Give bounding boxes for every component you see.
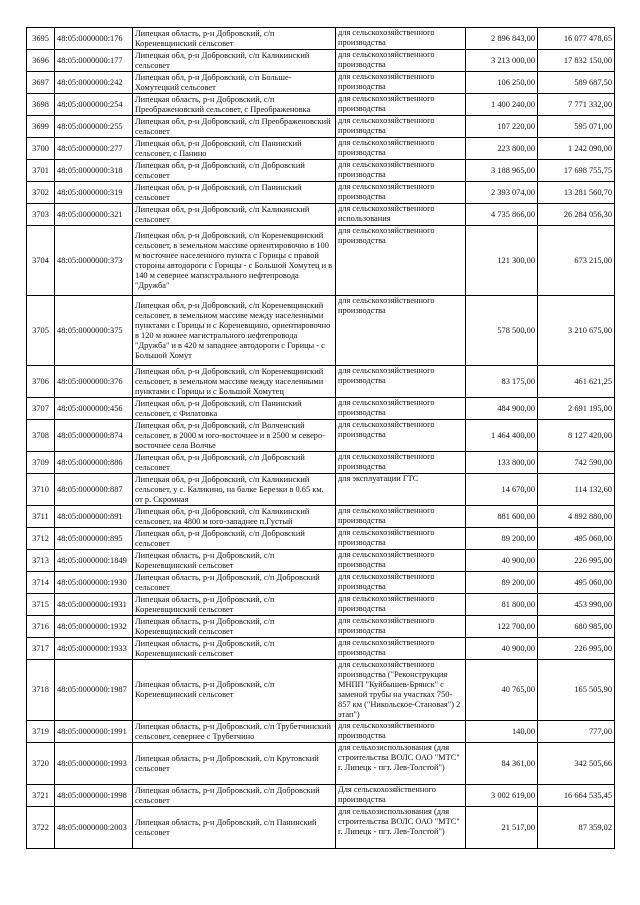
permitted-use: для сельскохозяйственного производства: [336, 420, 466, 452]
cadastral-value: 17 698 755,75: [538, 160, 615, 182]
cadastral-value: 1 242 090,00: [538, 138, 615, 160]
permitted-use: для сельскохозяйственного производства: [336, 721, 466, 743]
table-row: [27, 638, 615, 660]
permitted-use: для сельскохозяйственного производства: [336, 594, 466, 616]
table-row: [27, 28, 615, 50]
table-row: [27, 785, 615, 807]
cadastral-number: 48:05:0000000:321: [55, 204, 133, 226]
cadastral-number: 48:05:0000000:874: [55, 420, 133, 452]
area: 140,00: [466, 721, 538, 743]
cadastral-value: 2 691 195,00: [538, 398, 615, 420]
cadastral-value: 495 060,00: [538, 528, 615, 550]
row-number: 3722: [27, 807, 55, 849]
land-plots-table: [26, 27, 615, 849]
cadastral-number: 48:05:0000000:373: [55, 226, 133, 296]
area: 223 800,00: [466, 138, 538, 160]
area: 4 735 866,00: [466, 204, 538, 226]
cadastral-number: 48:05:0000000:255: [55, 116, 133, 138]
row-number: 3701: [27, 160, 55, 182]
area: 83 175,00: [466, 366, 538, 398]
cadastral-number: 48:05:0000000:1993: [55, 743, 133, 785]
cadastral-value: 226 995,00: [538, 638, 615, 660]
cadastral-number: 48:05:0000000:1849: [55, 550, 133, 572]
cadastral-value: 3 210 675,00: [538, 296, 615, 366]
table-row: [27, 550, 615, 572]
area: 578 500,00: [466, 296, 538, 366]
cadastral-value: 4 892 880,00: [538, 506, 615, 528]
cadastral-value: 16 077 478,65: [538, 28, 615, 50]
permitted-use: для сельскохозяйственного производства: [336, 506, 466, 528]
address: Липецкая обл, р-н Добровский, с/п Добровский сельсовет: [133, 160, 336, 182]
row-number: 3715: [27, 594, 55, 616]
cadastral-value: 742 590,00: [538, 452, 615, 474]
area: 84 361,00: [466, 743, 538, 785]
row-number: 3697: [27, 72, 55, 94]
table-row: [27, 528, 615, 550]
cadastral-value: 673 215,00: [538, 226, 615, 296]
permitted-use: для сельскохозяйственного производства: [336, 116, 466, 138]
table-row: [27, 182, 615, 204]
address: Липецкая обл, р-н Добровский, с/п Волченский сельсовет, в 2000 м юго-восточнее и в 2500 м северо-восточнее села Волчье: [133, 420, 336, 452]
row-number: 3720: [27, 743, 55, 785]
row-number: 3713: [27, 550, 55, 572]
address: Липецкая область, р-н Добровский, с/п Кореневщинский сельсовет: [133, 616, 336, 638]
cadastral-number: 48:05:0000000:1998: [55, 785, 133, 807]
area: 2 393 074,00: [466, 182, 538, 204]
permitted-use: для сельскохозяйственного производства: [336, 638, 466, 660]
address: Липецкая область, р-н Добровский, с/п Преображеновский сельсовет, с Преображеновка: [133, 94, 336, 116]
address: Липецкая обл, р-н Добровский, с/п Преображеновский сельсовет: [133, 116, 336, 138]
permitted-use: для сельскохозяйственного производства: [336, 226, 466, 296]
address: Липецкая область, р-н Добровский, с/п Кореневщинский сельсовет: [133, 660, 336, 721]
row-number: 3719: [27, 721, 55, 743]
permitted-use: для сельхозиспользования (для строительства ВОЛС ОАО "МТС" г. Липецк - пгт. Лев-Толстой"): [336, 743, 466, 785]
cadastral-value: 595 071,00: [538, 116, 615, 138]
table-row: [27, 743, 615, 785]
cadastral-value: 8 127 420,00: [538, 420, 615, 452]
permitted-use: для сельскохозяйственного производства: [336, 94, 466, 116]
row-number: 3700: [27, 138, 55, 160]
address: Липецкая обл, р-н Добровский, с/п Каликинский сельсовет: [133, 50, 336, 72]
table-row: [27, 296, 615, 366]
row-number: 3702: [27, 182, 55, 204]
area: 40 900,00: [466, 550, 538, 572]
address: Липецкая область, р-н Добровский, с/п Кореневщинский сельсовет: [133, 28, 336, 50]
area: 1 400 240,00: [466, 94, 538, 116]
cadastral-number: 48:05:0000000:242: [55, 72, 133, 94]
permitted-use: для сельскохозяйственного производства: [336, 28, 466, 50]
address: Липецкая область, р-н Добровский, с/п Добровский сельсовет: [133, 785, 336, 807]
cadastral-value: 114 132,60: [538, 474, 615, 506]
address: Липецкая обл, р-н Добровский, с/п Кореневщинский сельсовет, в земельном массиве между населенными пунктами с Горицы и с Кореневщино, ориентировочно в 120 м южнее магистрального нефтепровода "Дружба" и в 420 м западнее автодороги с Горицы - с Большой Хомут: [133, 296, 336, 366]
cadastral-number: 48:05:0000000:376: [55, 366, 133, 398]
table-row: [27, 226, 615, 296]
area: 1 464 400,00: [466, 420, 538, 452]
table-row: [27, 138, 615, 160]
cadastral-number: 48:05:0000000:456: [55, 398, 133, 420]
area: 121 300,00: [466, 226, 538, 296]
land-plots-table-sheet: [26, 27, 614, 849]
table-row: [27, 116, 615, 138]
address: Липецкая область, р-н Добровский, с/п Трубетчинский сельсовет, севернее с Трубетчино: [133, 721, 336, 743]
address: Липецкая обл, р-н Добровский, с/п Каликинский сельсовет, на 4800 м юго-западнее п.Густый: [133, 506, 336, 528]
cadastral-number: 48:05:0000000:254: [55, 94, 133, 116]
permitted-use: для эксплуатации ГТС: [336, 474, 466, 506]
area: 122 700,00: [466, 616, 538, 638]
cadastral-number: 48:05:0000000:887: [55, 474, 133, 506]
table-row: [27, 474, 615, 506]
row-number: 3710: [27, 474, 55, 506]
cadastral-number: 48:05:0000000:2003: [55, 807, 133, 849]
area: 3 213 000,00: [466, 50, 538, 72]
area: 40 765,00: [466, 660, 538, 721]
address: Липецкая область, р-н Добровский, с/п Кореневщинский сельсовет: [133, 594, 336, 616]
cadastral-number: 48:05:0000000:1933: [55, 638, 133, 660]
area: 2 896 843,00: [466, 28, 538, 50]
cadastral-number: 48:05:0000000:277: [55, 138, 133, 160]
row-number: 3718: [27, 660, 55, 721]
permitted-use: для сельскохозяйственного производства: [336, 550, 466, 572]
permitted-use: для сельскохозяйственного производства: [336, 398, 466, 420]
cadastral-value: 495 060,00: [538, 572, 615, 594]
permitted-use: для сельхозиспользования (для строительства ВОЛС ОАО "МТС" г. Липецк - пгт. Лев-Толстой"): [336, 807, 466, 849]
cadastral-number: 48:05:0000000:318: [55, 160, 133, 182]
address: Липецкая обл, р-н Добровский, с/п Добровский сельсовет: [133, 452, 336, 474]
cadastral-number: 48:05:0000000:1930: [55, 572, 133, 594]
address: Липецкая обл, р-н Добровский, с/п Добровский сельсовет: [133, 528, 336, 550]
permitted-use: для сельскохозяйственного производства: [336, 572, 466, 594]
address: Липецкая обл, р-н Добровский, с/п Каликинский сельсовет, у с. Каликино, на балке Березки в 0.65 км. от р. Скромная: [133, 474, 336, 506]
cadastral-value: 589 687,50: [538, 72, 615, 94]
cadastral-number: 48:05:0000000:1932: [55, 616, 133, 638]
cadastral-number: 48:05:0000000:1987: [55, 660, 133, 721]
area: 40 900,00: [466, 638, 538, 660]
table-row: [27, 807, 615, 849]
table-body: [27, 28, 615, 849]
permitted-use: для сельскохозяйственного использования: [336, 204, 466, 226]
permitted-use: для сельскохозяйственного производства: [336, 616, 466, 638]
area: 133 800,00: [466, 452, 538, 474]
area: 881 600,00: [466, 506, 538, 528]
table-row: [27, 398, 615, 420]
area: 21 517,00: [466, 807, 538, 849]
address: Липецкая обл, р-н Добровский, с/п Кореневщинский сельсовет, в земельном массиве ориентировочно в 100 м восточнее населенного пункта с Горицы с правой стороны автодороги с Горицы - с Большой Хомутец и в 140 м севернее магистрального нефтепровода "Дружба": [133, 226, 336, 296]
cadastral-number: 48:05:0000000:375: [55, 296, 133, 366]
area: 81 800,00: [466, 594, 538, 616]
address: Липецкая обл, р-н Добровский, с/п Панинский сельсовет, с Филатовка: [133, 398, 336, 420]
table-row: [27, 594, 615, 616]
address: Липецкая обл, р-н Добровский, с/п Каликинский сельсовет: [133, 204, 336, 226]
row-number: 3703: [27, 204, 55, 226]
cadastral-number: 48:05:0000000:1931: [55, 594, 133, 616]
address: Липецкая обл, р-н Добровский, с/п Панинский сельсовет: [133, 182, 336, 204]
permitted-use: Для сельскохозяйственного производства: [336, 785, 466, 807]
row-number: 3709: [27, 452, 55, 474]
cadastral-value: 226 995,00: [538, 550, 615, 572]
row-number: 3712: [27, 528, 55, 550]
cadastral-value: 7 771 332,00: [538, 94, 615, 116]
cadastral-number: 48:05:0000000:886: [55, 452, 133, 474]
cadastral-number: 48:05:0000000:176: [55, 28, 133, 50]
area: 484 900,00: [466, 398, 538, 420]
permitted-use: для сельскохозяйственного производства: [336, 138, 466, 160]
row-number: 3708: [27, 420, 55, 452]
area: 89 200,00: [466, 528, 538, 550]
area: 106 250,00: [466, 72, 538, 94]
row-number: 3707: [27, 398, 55, 420]
table-row: [27, 660, 615, 721]
table-row: [27, 572, 615, 594]
address: Липецкая область, р-н Добровский, с/п Кореневщинский сельсовет: [133, 550, 336, 572]
cadastral-value: 453 990,00: [538, 594, 615, 616]
permitted-use: для сельскохозяйственного производства: [336, 528, 466, 550]
table-row: [27, 616, 615, 638]
permitted-use: для сельскохозяйственного производства ("Реконструкция МНПП "Куйбышев-Брянск" с заменой трубы на участках 750-857 км ("Никольское-Становая") 2 этап"): [336, 660, 466, 721]
row-number: 3705: [27, 296, 55, 366]
row-number: 3698: [27, 94, 55, 116]
cadastral-value: 342 505,66: [538, 743, 615, 785]
address: Липецкая обл, р-н Добровский, с/п Кореневщинский сельсовет, в земельном массиве между населенными пунктами с Горицы и с Большой Хомутец: [133, 366, 336, 398]
table-row: [27, 72, 615, 94]
cadastral-number: 48:05:0000000:891: [55, 506, 133, 528]
address: Липецкая область, р-н Добровский, с/п Кореневщинский сельсовет: [133, 638, 336, 660]
cadastral-number: 48:05:0000000:177: [55, 50, 133, 72]
address: Липецкая обл, р-н Добровский, с/п Панинский сельсовет, с Панино: [133, 138, 336, 160]
permitted-use: для сельскохозяйственного производства: [336, 366, 466, 398]
cadastral-value: 165 505,90: [538, 660, 615, 721]
row-number: 3721: [27, 785, 55, 807]
cadastral-value: 461 621,25: [538, 366, 615, 398]
cadastral-value: 26 284 056,30: [538, 204, 615, 226]
table-row: [27, 50, 615, 72]
table-row: [27, 506, 615, 528]
permitted-use: для сельскохозяйственного производства: [336, 160, 466, 182]
table-row: [27, 366, 615, 398]
row-number: 3711: [27, 506, 55, 528]
area: 3 002 619,00: [466, 785, 538, 807]
row-number: 3695: [27, 28, 55, 50]
permitted-use: для сельскохозяйственного производства: [336, 452, 466, 474]
permitted-use: для сельскохозяйственного производства: [336, 72, 466, 94]
area: 89 200,00: [466, 572, 538, 594]
address: Липецкая область, р-н Добровский, с/п Панинский сельсовет: [133, 807, 336, 849]
table-row: [27, 420, 615, 452]
cadastral-number: 48:05:0000000:895: [55, 528, 133, 550]
cadastral-value: 87 359,02: [538, 807, 615, 849]
row-number: 3696: [27, 50, 55, 72]
address: Липецкая обл, р-н Добровский, с/п Больше-Хомутецкий сельсовет: [133, 72, 336, 94]
row-number: 3717: [27, 638, 55, 660]
address: Липецкая область, р-н Добровский, с/п Добровский сельсовет: [133, 572, 336, 594]
table-row: [27, 452, 615, 474]
table-row: [27, 204, 615, 226]
cadastral-number: 48:05:0000000:1991: [55, 721, 133, 743]
cadastral-value: 13 281 560,70: [538, 182, 615, 204]
cadastral-number: 48:05:0000000:319: [55, 182, 133, 204]
cadastral-value: 17 832 150,00: [538, 50, 615, 72]
row-number: 3704: [27, 226, 55, 296]
cadastral-value: 680 985,00: [538, 616, 615, 638]
row-number: 3716: [27, 616, 55, 638]
area: 14 670,00: [466, 474, 538, 506]
row-number: 3706: [27, 366, 55, 398]
row-number: 3699: [27, 116, 55, 138]
permitted-use: для сельскохозяйственного производства: [336, 50, 466, 72]
table-row: [27, 160, 615, 182]
area: 3 188 965,00: [466, 160, 538, 182]
permitted-use: для сельскохозяйственного производства: [336, 182, 466, 204]
table-row: [27, 94, 615, 116]
cadastral-value: 777,00: [538, 721, 615, 743]
address: Липецкая область, р-н Добровский, с/п Крутовский сельсовет: [133, 743, 336, 785]
area: 107 220,00: [466, 116, 538, 138]
row-number: 3714: [27, 572, 55, 594]
permitted-use: для сельскохозяйственного производства: [336, 296, 466, 366]
table-row: [27, 721, 615, 743]
cadastral-value: 16 664 535,45: [538, 785, 615, 807]
